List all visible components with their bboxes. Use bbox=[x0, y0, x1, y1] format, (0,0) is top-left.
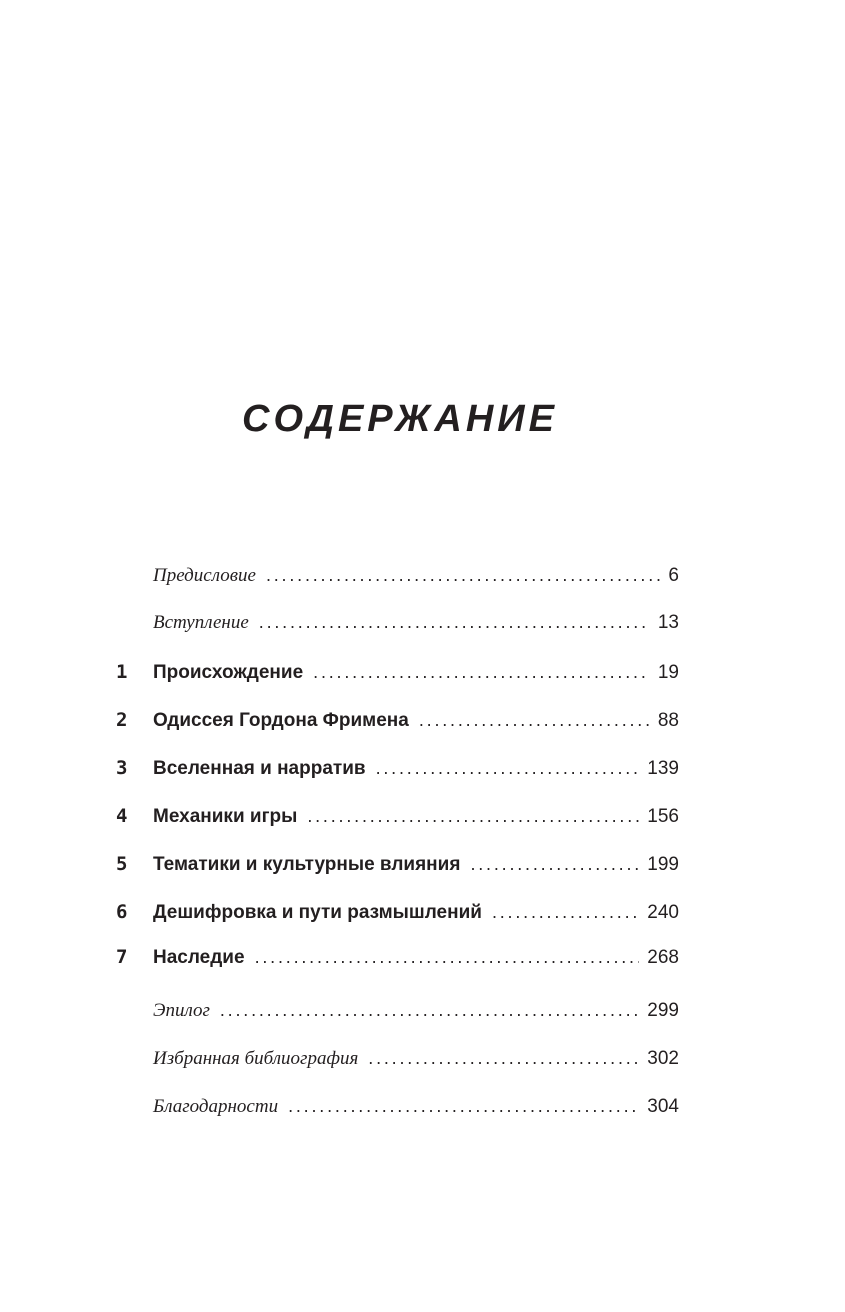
toc-page-number: 6 bbox=[668, 565, 679, 586]
toc-page-number: 299 bbox=[647, 1000, 679, 1021]
toc-page-number: 156 bbox=[647, 806, 679, 827]
toc-entry-epilogue[interactable] bbox=[0, 995, 845, 1025]
toc-entry-title: Происхождение bbox=[153, 662, 304, 683]
toc-entry-introduction[interactable] bbox=[0, 607, 845, 637]
dot-leader bbox=[255, 942, 640, 972]
toc-entry-title: Дешифровка и пути размышлений bbox=[153, 902, 482, 923]
chapter-number: 6 bbox=[116, 901, 128, 923]
toc-entry-preface[interactable] bbox=[0, 560, 845, 590]
toc-entry-title: Вселенная и нарратив bbox=[153, 758, 366, 779]
toc-page-number: 240 bbox=[647, 902, 679, 923]
toc-page-number: 88 bbox=[657, 710, 679, 731]
dot-leader bbox=[266, 560, 660, 590]
dot-leader bbox=[376, 753, 640, 783]
toc-entry-title: Избранная библиография bbox=[153, 1048, 359, 1069]
dot-leader bbox=[307, 801, 639, 831]
chapter-number: 1 bbox=[116, 661, 128, 683]
page-title: СОДЕРЖАНИЕ bbox=[242, 398, 558, 440]
toc-entry-title: Тематики и культурные влияния bbox=[153, 854, 461, 875]
toc-entry-title: Предисловие bbox=[153, 565, 256, 586]
toc-page-number: 302 bbox=[647, 1048, 679, 1069]
dot-leader bbox=[313, 657, 650, 687]
toc-page-number: 139 bbox=[647, 758, 679, 779]
chapter-number: 7 bbox=[116, 946, 128, 968]
dot-leader bbox=[492, 897, 639, 927]
toc-page-number: 304 bbox=[647, 1096, 679, 1117]
toc-entry-chapter-1[interactable] bbox=[0, 657, 845, 687]
dot-leader bbox=[470, 849, 639, 879]
toc-entry-chapter-5[interactable] bbox=[0, 849, 845, 879]
toc-entry-title: Вступление bbox=[153, 612, 249, 633]
toc-entry-chapter-7[interactable] bbox=[0, 942, 845, 972]
toc-entry-title: Наследие bbox=[153, 947, 245, 968]
chapter-number: 3 bbox=[116, 757, 128, 779]
toc-entry-acknowledgements[interactable] bbox=[0, 1091, 845, 1121]
toc-page-number: 199 bbox=[647, 854, 679, 875]
toc-page-number: 19 bbox=[657, 662, 679, 683]
chapter-number: 2 bbox=[116, 709, 128, 731]
toc-entry-bibliography[interactable] bbox=[0, 1043, 845, 1073]
toc-entry-chapter-4[interactable] bbox=[0, 801, 845, 831]
toc-entry-chapter-6[interactable] bbox=[0, 897, 845, 927]
toc-page-number: 268 bbox=[647, 947, 679, 968]
chapter-number: 5 bbox=[116, 853, 128, 875]
toc-entry-chapter-2[interactable] bbox=[0, 705, 845, 735]
dot-leader bbox=[419, 705, 650, 735]
toc-entry-title: Механики игры bbox=[153, 806, 298, 827]
toc-entry-title: Одиссея Гордона Фримена bbox=[153, 710, 409, 731]
dot-leader bbox=[368, 1043, 639, 1073]
toc-entry-title: Благодарности bbox=[153, 1096, 279, 1117]
toc-entry-chapter-3[interactable] bbox=[0, 753, 845, 783]
toc-entry-title: Эпилог bbox=[153, 1000, 210, 1021]
toc-page-number: 13 bbox=[657, 612, 679, 633]
dot-leader bbox=[288, 1091, 639, 1121]
dot-leader bbox=[220, 995, 639, 1025]
dot-leader bbox=[259, 607, 650, 637]
chapter-number: 4 bbox=[116, 805, 128, 827]
